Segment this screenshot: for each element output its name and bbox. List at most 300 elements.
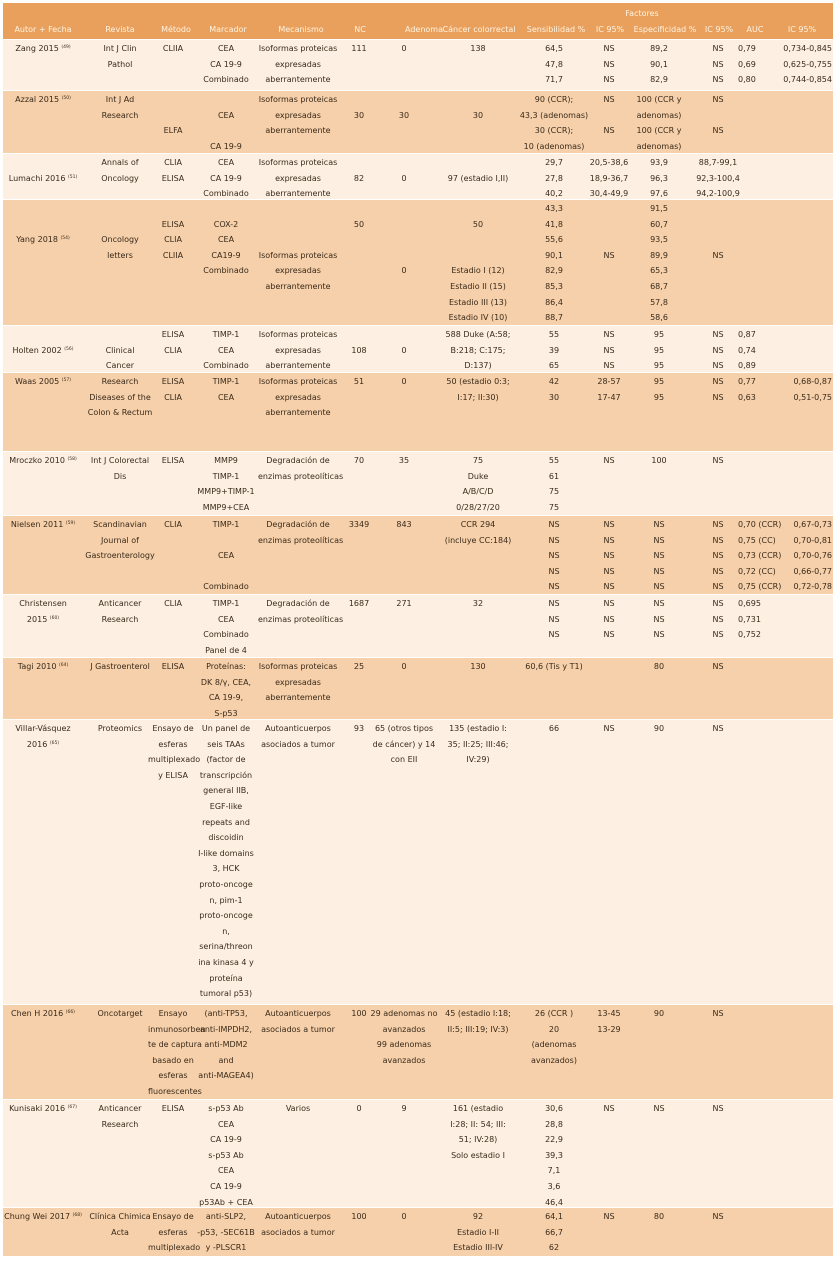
method-cell-line: ELISA	[161, 377, 185, 386]
journal-cell-line: Clinical	[105, 345, 135, 355]
adenoma-cell-line: 99 adenomas	[376, 1040, 432, 1050]
mechanism-cell	[258, 327, 338, 374]
ic95-spec-cell-line: NS	[712, 566, 724, 576]
specificity-cell	[620, 155, 698, 202]
marker-cell-line: tumoral p53)	[199, 989, 253, 999]
ic95-spec-cell-line	[696, 217, 740, 233]
author-cell	[3, 517, 83, 533]
auc-cell-line: 0,69	[738, 59, 756, 69]
journal-cell	[85, 1209, 155, 1240]
auc-cell-line: 0,752	[738, 630, 761, 640]
sensitivity-cell-line: NS	[548, 566, 560, 576]
method-cell	[148, 41, 198, 57]
marker-cell-line: EGF-like	[209, 801, 243, 811]
ic95-spec-cell-line: NS	[712, 599, 724, 608]
sensitivity-cell-line: avanzados)	[531, 1055, 577, 1065]
mechanism-cell-line: expresadas	[275, 266, 321, 276]
ic95-auc-cell-line: 0,70-0,76	[793, 551, 832, 561]
sensitivity-cell-line: 26 (CCR )	[534, 1009, 574, 1018]
author-cell-line: Holten 2002 $^{(56)}$	[12, 345, 74, 355]
reference-number: (64)	[58, 663, 69, 668]
method-cell	[148, 659, 198, 675]
journal-cell-line: Cancer	[105, 361, 135, 371]
journal-cell-line: Oncotarget	[97, 1009, 143, 1018]
ic95-spec-cell-line: NS	[712, 75, 724, 85]
marker-cell-line: anti-MDM2	[204, 1040, 248, 1050]
reference-number: (59)	[65, 521, 76, 526]
marker-cell-line: repeats and	[202, 817, 250, 827]
crc-cell-line: B:218; C:175;	[450, 345, 506, 355]
ic95-spec-cell-line	[696, 201, 740, 217]
ic95-spec-cell-line: NS	[712, 59, 724, 69]
auc-cell-line: 0,87	[738, 330, 756, 339]
adenoma-cell-line: 271	[396, 599, 412, 608]
sensitivity-cell	[512, 1101, 596, 1210]
marker-cell-line: TIMP-1	[212, 330, 240, 339]
journal-cell-line: Diseases of the	[89, 392, 151, 402]
crc-cell-line: D:137)	[464, 361, 492, 371]
marker-cell-line: seis TAAs	[207, 739, 245, 749]
method-cell-line: ELISA	[161, 662, 185, 671]
sensitivity-cell-line: 7,1	[547, 1166, 561, 1176]
marker-cell-line: DK 8/γ, CEA,	[200, 677, 252, 687]
marker-cell-line: CEA	[217, 44, 235, 53]
ic95-sens-cell-line: NS	[603, 345, 615, 355]
ic95-auc-cell-line: 0,625-0,755	[783, 59, 832, 69]
reference-number: (56)	[64, 346, 74, 352]
auc-cell-line: 0,77	[738, 377, 756, 386]
method-cell-line: te de captura	[148, 1040, 202, 1050]
ic95-sens-cell-line: NS	[603, 566, 615, 576]
ic95-auc-cell-line: 0,72-0,78	[793, 582, 832, 592]
author-cell	[3, 1101, 83, 1117]
marker-cell	[195, 453, 257, 515]
specificity-cell	[620, 659, 698, 675]
journal-cell	[85, 92, 155, 123]
header-col-author: Autor + Fecha	[14, 25, 72, 34]
sensitivity-cell-line: 39,3	[545, 1150, 563, 1160]
method-cell-line: inmunosorben	[148, 1024, 206, 1034]
ic95-spec-cell-line: NS	[712, 95, 724, 104]
method-cell	[148, 201, 198, 263]
author-cell-line: Azzal 2015 $^{(50)}$	[15, 95, 71, 104]
specificity-cell-line: 90	[653, 724, 665, 733]
journal-cell-line	[85, 217, 155, 233]
specificity-cell-line: NS	[653, 582, 665, 592]
sensitivity-cell-line: 30,6	[545, 1104, 563, 1113]
auc-cell	[738, 596, 788, 643]
nc-cell-line: 50	[353, 219, 365, 229]
sensitivity-cell	[512, 659, 596, 675]
nc-cell-line: 30	[353, 110, 365, 120]
author-cell-line: Mroczko 2010 $^{(58)}$	[9, 456, 77, 465]
mechanism-cell-line: asociados a tumor	[261, 739, 335, 749]
mechanism-cell-line: aberrantemente	[265, 189, 331, 199]
journal-cell-line: Scandinavian	[93, 520, 147, 529]
header-col-adenoma: Adenoma	[405, 25, 443, 34]
sensitivity-cell-line: 10 (adenomas)	[523, 141, 585, 151]
method-cell-line: esferas	[158, 1071, 188, 1081]
specificity-cell-line: 97,6	[650, 189, 668, 199]
author-cell	[3, 41, 83, 57]
specificity-cell-line: 96,3	[650, 173, 668, 183]
author-cell	[3, 1209, 83, 1225]
journal-cell-line: letters	[107, 250, 133, 260]
mechanism-cell-line: Isoformas proteicas	[258, 330, 338, 339]
ic95-sens-cell-line: NS	[603, 456, 615, 465]
adenoma-cell-line: 29 adenomas no	[370, 1009, 438, 1018]
mechanism-cell	[258, 92, 338, 139]
marker-cell	[195, 659, 257, 721]
auc-cell-line: 0,731	[738, 614, 761, 624]
mechanism-cell-line: Isoformas proteicas	[258, 250, 338, 260]
journal-cell-line: Gastroenterology	[85, 551, 155, 561]
journal-cell	[85, 659, 155, 675]
crc-cell-line: II:5; III:19; IV:3)	[447, 1024, 509, 1034]
marker-cell-line: general IIB,	[203, 786, 249, 796]
marker-cell-line	[195, 201, 257, 217]
ic95-spec-cell-line: NS	[712, 535, 724, 545]
reference-number: (49)	[61, 45, 71, 50]
adenoma-cell-line: con EII	[390, 755, 418, 765]
ic95-spec-cell-line: NS	[712, 1009, 724, 1018]
marker-cell-line: COX-2	[213, 219, 239, 229]
mechanism-cell	[258, 517, 344, 548]
method-cell-line: Ensayo de	[152, 724, 194, 733]
author-cell-line: Villar-Vásquez	[15, 724, 71, 733]
mechanism-cell-line: aberrantemente	[265, 281, 331, 291]
sensitivity-cell-line: 41,8	[545, 219, 563, 229]
header-col-crc: Cáncer colorrectal	[442, 25, 516, 34]
author-cell-line: Christensen	[19, 599, 67, 608]
sensitivity-cell	[512, 327, 596, 374]
marker-cell-line: I-like domains	[198, 848, 254, 858]
method-cell	[148, 453, 198, 469]
specificity-cell	[620, 374, 698, 405]
author-cell	[3, 659, 83, 675]
sensitivity-cell	[512, 201, 596, 326]
ic95-spec-cell-line: 92,3-100,4	[696, 173, 740, 183]
journal-cell-line: J Gastroenterol	[90, 662, 150, 671]
ic95-spec-cell-line: NS	[712, 330, 724, 339]
journal-cell-line: Oncology	[101, 173, 139, 183]
specificity-cell-line: 80	[653, 1212, 665, 1221]
sensitivity-cell-line: 22,9	[545, 1135, 563, 1145]
ic95-auc-cell-line: 0,68-0,87	[793, 377, 832, 386]
marker-cell-line: anti-SLP2,	[205, 1212, 247, 1221]
specificity-cell-line: 95	[653, 377, 665, 386]
mechanism-cell	[258, 1209, 338, 1240]
sensitivity-cell-line: 3,6	[547, 1181, 561, 1191]
method-cell-line: CLIA	[164, 345, 182, 355]
author-cell-line: Chen H 2016 $^{(66)}$	[11, 1009, 75, 1018]
ic95-sens-cell-line: 13-29	[597, 1024, 621, 1034]
marker-cell-line: TIMP-1	[212, 520, 240, 529]
auc-cell-line: 0,79	[738, 44, 756, 53]
auc-cell-line: 0,89	[738, 361, 756, 371]
mechanism-cell-line: Degradación de	[266, 520, 330, 529]
sensitivity-cell	[512, 374, 596, 405]
method-cell-line: Ensayo de	[152, 1212, 194, 1221]
auc-cell-line: 0,63	[738, 392, 756, 402]
journal-cell-line	[85, 327, 155, 343]
adenoma-cell-line: 65 (otros tipos	[374, 724, 434, 733]
marker-cell-line: -p53, -SEC61B	[197, 1227, 255, 1237]
ic95-spec-cell-line: NS	[712, 392, 724, 402]
crc-cell-line: 50	[472, 219, 484, 229]
journal-cell-line: Int J Colorectal	[90, 456, 150, 465]
crc-cell-line: CCR 294	[460, 520, 496, 529]
specificity-cell-line: adenomas)	[636, 110, 682, 120]
reference-number: (60)	[49, 615, 60, 621]
adenoma-cell-line: 0	[401, 44, 407, 53]
marker-cell-line: CA 19-9,	[208, 693, 244, 703]
journal-cell	[85, 201, 155, 263]
journal-cell-line	[85, 201, 155, 217]
marker-cell-line: CEA	[217, 614, 235, 624]
author-cell	[3, 374, 83, 390]
ic95-spec-cell-line: NS	[712, 551, 724, 561]
ic95-spec-cell	[696, 1006, 740, 1022]
sensitivity-cell	[512, 453, 596, 515]
ic95-sens-cell-line: NS	[603, 361, 615, 371]
mechanism-cell	[258, 201, 338, 295]
journal-cell-line: Acta	[111, 1227, 129, 1237]
sensitivity-cell-line: 64,1	[545, 1212, 563, 1221]
journal-cell-line: Dis	[113, 471, 127, 481]
ic95-sens-cell-line: NS	[603, 630, 615, 640]
ic95-spec-cell	[696, 517, 740, 595]
specificity-cell-line: 100	[651, 456, 667, 465]
method-cell-line: y ELISA	[158, 770, 188, 780]
ic95-sens-cell-line: NS	[603, 599, 615, 608]
author-cell	[3, 721, 83, 752]
specificity-cell	[620, 453, 698, 469]
header-group-label: Factores	[625, 9, 659, 18]
marker-cell-line: CEA	[217, 392, 235, 402]
ic95-sens-cell-line: 30,4-49,9	[589, 189, 629, 199]
ic95-sens-cell-line: 17-47	[597, 392, 621, 402]
method-cell-line: CLIA	[164, 392, 182, 402]
specificity-cell	[620, 1101, 698, 1117]
ic95-spec-cell	[696, 92, 740, 139]
specificity-cell-line: 93,5	[650, 235, 668, 245]
specificity-cell	[620, 517, 698, 595]
crc-cell-line: Estadio IV (10)	[448, 313, 508, 323]
marker-cell	[195, 1101, 257, 1210]
marker-cell-line	[195, 533, 257, 549]
mechanism-cell-line: expresadas	[275, 392, 321, 402]
sensitivity-cell	[512, 41, 596, 88]
author-cell-line: Tagi 2010 $^{(64)}$	[17, 662, 69, 671]
specificity-cell-line: 89,9	[650, 250, 668, 260]
method-cell-line: multiplexado	[148, 1243, 201, 1253]
sensitivity-cell-line: 46,4	[545, 1197, 563, 1207]
adenoma-cell-line: de cáncer) y 14	[372, 739, 436, 749]
specificity-cell-line: 60,7	[650, 219, 668, 229]
ic95-spec-cell	[696, 453, 740, 469]
sensitivity-cell	[512, 1209, 596, 1256]
journal-cell-line: Anticancer	[98, 1104, 142, 1113]
crc-cell-line: (incluye CC:184)	[444, 535, 512, 545]
nc-cell-line: 100	[351, 1212, 367, 1221]
sensitivity-cell	[512, 517, 596, 595]
marker-cell-line: 3, HCK	[212, 864, 240, 874]
ic95-spec-cell	[696, 1209, 740, 1225]
crc-cell-line: Solo estadio I	[451, 1150, 505, 1160]
nc-cell-line: 1687	[348, 599, 370, 608]
sensitivity-cell-line: 86,4	[545, 297, 563, 307]
adenoma-cell-line: 0	[401, 173, 407, 183]
sensitivity-cell-line: 40,2	[545, 189, 563, 199]
mechanism-cell	[258, 41, 338, 88]
sensitivity-cell-line: 88,7	[545, 313, 563, 323]
adenoma-cell-line: avanzados	[382, 1024, 426, 1034]
adenoma-cell-line: 0	[401, 266, 407, 276]
author-cell	[3, 596, 83, 627]
journal-cell	[85, 596, 155, 627]
ic95-spec-cell-line	[696, 232, 740, 248]
ic95-spec-cell	[696, 1101, 740, 1117]
marker-cell-line: MMP9	[214, 456, 238, 465]
ic95-spec-cell-line: NS	[712, 630, 724, 640]
marker-cell-line: Combinado	[203, 361, 249, 371]
crc-cell-line: A/B/C/D	[462, 487, 494, 497]
sensitivity-cell-line: NS	[548, 535, 560, 545]
journal-cell	[85, 453, 155, 484]
mechanism-cell-line	[258, 217, 338, 233]
crc-cell-line: I:28; II: 54; III:	[450, 1119, 506, 1129]
specificity-cell	[620, 41, 698, 88]
crc-cell-line: 130	[470, 662, 486, 671]
sensitivity-cell-line: 64,5	[545, 44, 563, 53]
marker-cell-line	[195, 92, 257, 108]
marker-cell-line: anti-MAGEA4)	[198, 1071, 254, 1081]
ic95-spec-cell-line: NS	[712, 377, 724, 386]
specificity-cell	[620, 721, 698, 737]
auc-cell-line: 0,70 (CCR)	[738, 520, 782, 529]
journal-cell-line: Int J Clin	[103, 44, 137, 53]
marker-cell	[195, 201, 257, 279]
author-cell-line: Chung Wei 2017 $^{(68)}$	[4, 1212, 82, 1221]
header-col-auc: AUC	[746, 25, 764, 34]
marker-cell-line: transcripción	[199, 770, 253, 780]
marker-cell-line: MMP9+TIMP-1	[197, 487, 255, 497]
marker-cell-line: CEA	[217, 551, 235, 561]
mechanism-cell-line: aberrantemente	[265, 693, 331, 703]
adenoma-cell-line: 9	[401, 1104, 407, 1113]
ic95-auc-cell-line: 0,51-0,75	[793, 392, 832, 402]
mechanism-cell-line: expresadas	[275, 345, 321, 355]
crc-cell-line: 51; IV:28)	[458, 1135, 498, 1145]
marker-cell	[195, 374, 257, 405]
specificity-cell	[620, 327, 698, 374]
specificity-cell-line: 90,1	[650, 59, 668, 69]
crc-cell-line: Estadio III-IV	[453, 1243, 503, 1253]
method-cell	[148, 92, 198, 139]
sensitivity-cell-line: 62	[548, 1243, 560, 1253]
mechanism-cell-line: Varios	[285, 1104, 311, 1113]
adenoma-cell-line: avanzados	[382, 1055, 426, 1065]
ic95-spec-cell	[696, 201, 740, 263]
sensitivity-cell-line: NS	[548, 630, 560, 640]
ic95-sens-cell-line: NS	[603, 95, 615, 104]
sensitivity-cell-line: 30	[548, 392, 560, 402]
sensitivity-cell-line: NS	[548, 614, 560, 624]
journal-cell	[85, 721, 155, 737]
marker-cell	[195, 92, 257, 154]
mechanism-cell	[258, 374, 338, 421]
adenoma-cell-line: 0	[401, 1212, 407, 1221]
marker-cell-line: CEA	[217, 1119, 235, 1129]
sensitivity-cell-line: (adenomas	[531, 1040, 577, 1050]
mechanism-cell-line: expresadas	[275, 677, 321, 687]
marker-cell	[195, 327, 257, 374]
marker-cell-line: ina kinasa 4 y	[198, 957, 254, 967]
marker-cell-line: (anti-TP53,	[204, 1009, 248, 1018]
journal-cell-line: Anticancer	[98, 599, 142, 608]
specificity-cell-line: 57,8	[650, 297, 668, 307]
method-cell-line: ELFA	[163, 126, 183, 136]
author-cell	[3, 327, 83, 358]
mechanism-cell-line: aberrantemente	[265, 361, 331, 371]
auc-cell-line: 0,80	[738, 75, 756, 85]
mechanism-cell	[258, 155, 338, 202]
specificity-cell-line: adenomas)	[636, 141, 682, 151]
ic95-sens-cell-line: 18,9-36,7	[589, 173, 629, 183]
ic95-spec-cell-line: NS	[712, 582, 724, 592]
journal-cell-line: Pathol	[107, 59, 133, 69]
auc-cell-line: 0,73 (CCR)	[738, 551, 782, 561]
author-cell	[3, 1006, 83, 1022]
specificity-cell-line: NS	[653, 535, 665, 545]
reference-number: (51)	[67, 174, 78, 180]
adenoma-cell-line: 35	[398, 456, 410, 465]
ic95-sens-cell-line: NS	[603, 614, 615, 624]
journal-cell-line: Annals of	[101, 158, 139, 167]
marker-cell-line: TIMP-1	[212, 471, 240, 481]
marker-cell-line: p53Ab + CEA	[199, 1197, 253, 1207]
marker-cell-line	[195, 123, 257, 139]
ic95-sens-cell-line: NS	[603, 520, 615, 529]
sensitivity-cell-line: 20	[548, 1024, 560, 1034]
mechanism-cell	[258, 453, 344, 484]
journal-cell-line: Research	[101, 1119, 139, 1129]
author-cell-line: Kunisaki 2016 $^{(67)}$	[9, 1104, 77, 1113]
reference-number: (67)	[67, 1105, 77, 1110]
mechanism-cell-line: enzimas proteolíticas	[258, 535, 344, 545]
method-cell-line: ELISA	[161, 173, 185, 183]
method-cell	[148, 374, 198, 405]
sensitivity-cell-line: 71,7	[545, 75, 563, 85]
marker-cell-line: TIMP-1	[212, 599, 240, 608]
author-cell-line: Waas 2005 $^{(57)}$	[14, 377, 72, 386]
ic95-sens-cell-line: NS	[603, 535, 615, 545]
marker-cell-line: Combinado	[203, 582, 249, 592]
ic95-spec-cell-line: 88,7-99,1	[698, 158, 738, 167]
sensitivity-cell-line: 60,6 (Tis y T1)	[525, 662, 583, 671]
specificity-cell-line: 95	[653, 345, 665, 355]
journal-cell-line: Int J Ad	[105, 95, 135, 104]
specificity-cell-line: 95	[653, 361, 665, 371]
sensitivity-cell-line: 75	[548, 487, 560, 497]
crc-cell-line: 0/28/27/20	[456, 502, 500, 512]
crc-cell-line: 161 (estadio	[452, 1104, 504, 1113]
sensitivity-cell-line: 47,8	[545, 59, 563, 69]
author-cell-line: 2016 $^{(65)}$	[26, 739, 60, 749]
mechanism-cell	[258, 721, 338, 752]
ic95-auc-cell-line: 0,70-0,81	[793, 535, 832, 545]
